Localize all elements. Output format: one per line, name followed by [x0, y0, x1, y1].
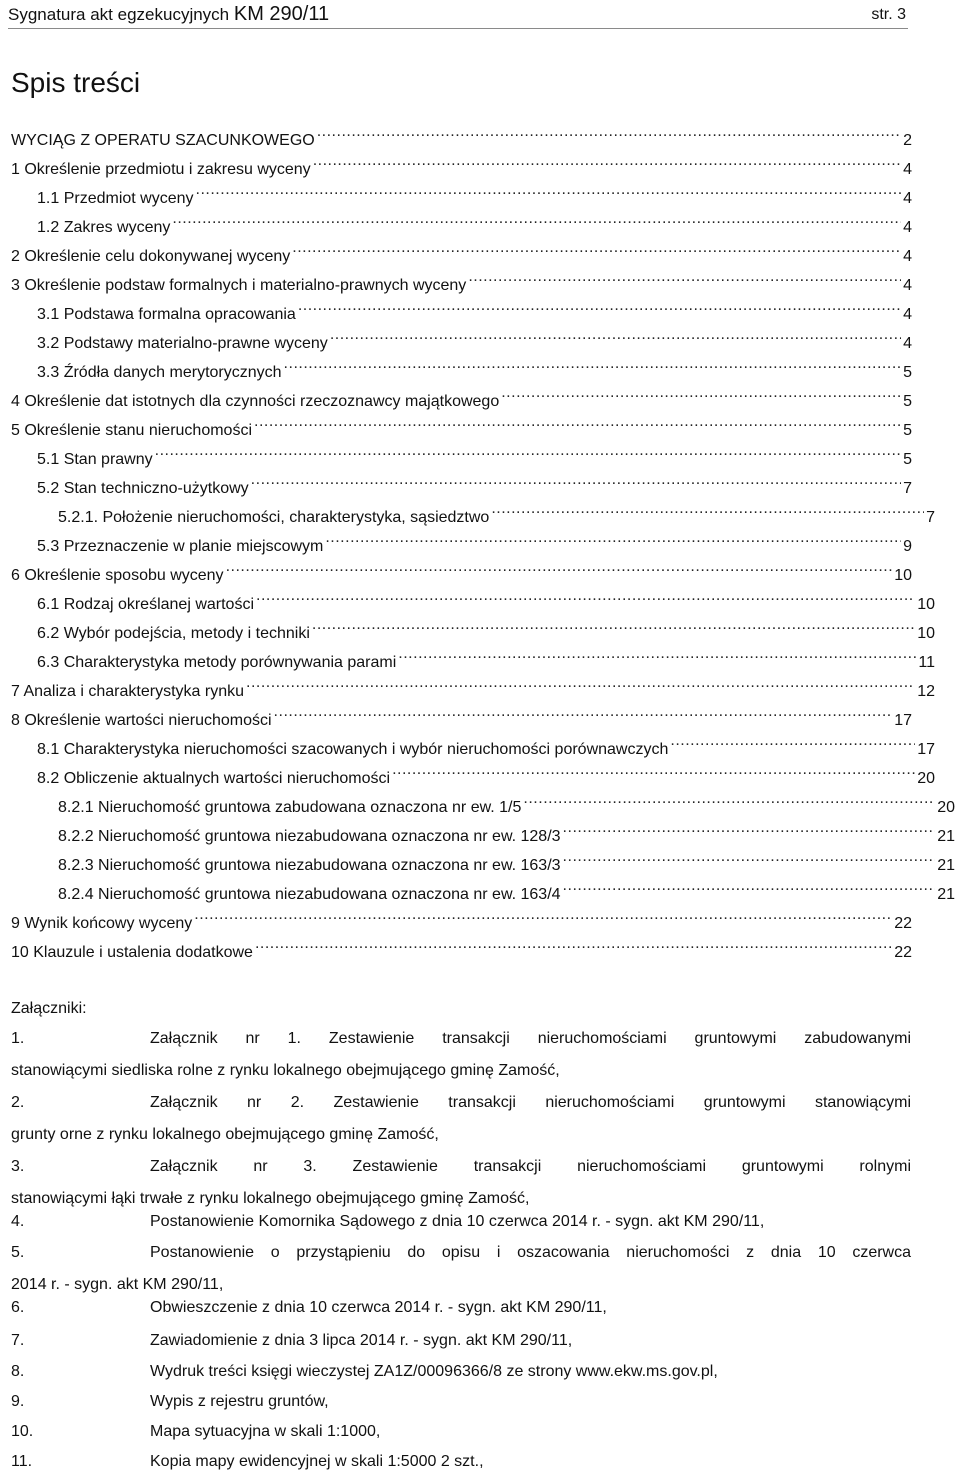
toc-entry-title: 8.2.2 Nieruchomość gruntowa niezabudowana oznaczona nr ew. 128/3 [58, 828, 561, 845]
attachment-number: 10. [11, 1423, 34, 1440]
toc-entry-title: 1 Określenie przedmiotu i zakresu wyceny [11, 161, 311, 178]
attachment-text: Zawiadomienie z dnia 3 lipca 2014 r. - sygn. akt KM 290/11, [150, 1332, 573, 1349]
toc-entry-page: 10 [917, 596, 935, 613]
attachment-text: Załącznik nr 3. Zestawienie transakcji nieruchomościami gruntowymi rolnymi [150, 1158, 911, 1175]
toc-dot-leader [155, 438, 901, 464]
toc-dot-leader [254, 409, 901, 435]
toc-entry-page: 4 [903, 190, 912, 207]
toc-entry[interactable] [58, 786, 955, 816]
toc-entry[interactable] [37, 525, 912, 555]
toc-entry[interactable] [37, 351, 912, 381]
toc-entry-page: 20 [937, 799, 955, 816]
toc-entry-title: 8 Określenie wartości nieruchomości [11, 712, 272, 729]
attachment-number: 11. [11, 1453, 33, 1470]
attachment-item [11, 1292, 911, 1324]
toc-entry-page: 5 [903, 422, 912, 439]
toc-dot-leader [256, 583, 915, 609]
toc-entry[interactable] [37, 583, 935, 613]
toc-entry-title: 3.3 Źródła danych merytorycznych [37, 364, 282, 381]
toc-entry[interactable] [37, 467, 912, 497]
toc-entry-page: 2 [903, 132, 912, 149]
attachment-number: 3. [11, 1158, 25, 1175]
attachment-text-continued: grunty orne z rynku lokalnego obejmującego gminę Zamość, [11, 1126, 439, 1143]
toc-entry-page: 7 [926, 509, 935, 526]
attachment-number: 2. [11, 1094, 25, 1111]
toc-entry-title: 6.2 Wybór podejścia, metody i techniki [37, 625, 310, 642]
toc-entry[interactable] [58, 815, 955, 845]
toc-entry-page: 17 [894, 712, 912, 729]
toc-entry-page: 7 [903, 480, 912, 497]
toc-dot-leader [255, 931, 892, 957]
toc-dot-leader [563, 844, 936, 870]
toc-entry[interactable] [58, 496, 935, 526]
toc-entry-page: 22 [894, 915, 912, 932]
toc-entry-title: 10 Klauzule i ustalenia dodatkowe [11, 944, 253, 961]
toc-dot-leader [196, 177, 902, 203]
toc-entry-page: 5 [903, 451, 912, 468]
toc-dot-leader [284, 351, 902, 377]
toc-dot-leader [194, 902, 892, 928]
toc-dot-leader [172, 206, 901, 232]
toc-entry-page: 17 [917, 741, 935, 758]
toc-dot-leader [563, 815, 936, 841]
toc-entry-page: 21 [937, 886, 955, 903]
toc-entry-page: 4 [903, 335, 912, 352]
page-number: str. 3 [871, 6, 906, 23]
signature-label: Sygnatura akt egzekucyjnych [8, 5, 230, 24]
toc-dot-leader [468, 264, 901, 290]
toc-dot-leader [298, 293, 901, 319]
toc-entry[interactable] [11, 119, 912, 149]
toc-entry-page: 12 [917, 683, 935, 700]
toc-dot-leader [501, 380, 901, 406]
toc-entry-title: 6.3 Charakterystyka metody porównywania parami [37, 654, 397, 671]
toc-entry-title: 8.2 Obliczenie aktualnych wartości nieruchomości [37, 770, 391, 787]
attachment-item [11, 1325, 911, 1357]
toc-entry-title: 3.1 Podstawa formalna opracowania [37, 306, 296, 323]
toc-entry-page: 11 [918, 654, 935, 671]
toc-entry-title: 3 Określenie podstaw formalnych i materialno-prawnych wyceny [11, 277, 467, 294]
attachment-text: Postanowienie o przystąpieniu do opisu i oszacowania nieruchomości z dnia 10 czerwca [150, 1244, 911, 1261]
toc-entry[interactable] [37, 612, 935, 642]
toc-dot-leader [274, 699, 893, 725]
toc-entry-title: 8.2.3 Nieruchomość gruntowa niezabudowana oznaczona nr ew. 163/3 [58, 857, 561, 874]
toc-entry-page: 5 [903, 364, 912, 381]
toc-entry[interactable] [37, 177, 912, 207]
toc-entry[interactable] [58, 873, 955, 903]
attachment-item [11, 1356, 911, 1388]
toc-dot-leader [226, 554, 893, 580]
case-signature [8, 3, 329, 26]
attachment-text: Wydruk treści księgi wieczystej ZA1Z/00096366/8 ze strony www.ekw.ms.gov.pl, [150, 1363, 718, 1380]
attachment-number: 4. [11, 1213, 25, 1230]
attachment-text: Obwieszczenie z dnia 10 czerwca 2014 r. - sygn. akt KM 290/11, [150, 1299, 607, 1316]
toc-dot-leader [491, 496, 924, 522]
attachment-number: 5. [11, 1244, 25, 1261]
attachment-text: Mapa sytuacyjna w skali 1:1000, [150, 1423, 381, 1440]
toc-entry-title: 8.2.4 Nieruchomość gruntowa niezabudowana oznaczona nr ew. 163/4 [58, 886, 561, 903]
toc-entry[interactable] [11, 380, 912, 410]
attachment-text: Kopia mapy ewidencyjnej w skali 1:5000 2 szt., [150, 1453, 484, 1470]
toc-entry-title: 1.1 Przedmiot wyceny [37, 190, 194, 207]
attachment-number: 6. [11, 1299, 25, 1316]
toc-entry-page: 22 [894, 944, 912, 961]
toc-entry-title: 9 Wynik końcowy wyceny [11, 915, 193, 932]
page-title: Spis treści [11, 67, 141, 98]
attachment-number: 9. [11, 1393, 25, 1410]
toc-entry-title: 8.2.1 Nieruchomość gruntowa zabudowana oznaczona nr ew. 1/5 [58, 799, 522, 816]
toc-entry-title: 2 Określenie celu dokonywanej wyceny [11, 248, 291, 265]
toc-entry[interactable] [11, 902, 912, 932]
toc-dot-leader [392, 757, 915, 783]
attachment-text: Załącznik nr 2. Zestawienie transakcji nieruchomościami gruntowymi stanowiącymi [150, 1094, 911, 1111]
toc-entry-title: 5 Określenie stanu nieruchomości [11, 422, 253, 439]
attachment-text-continued: stanowiącymi siedliska rolne z rynku lokalnego obejmującego gminę Zamość, [11, 1062, 560, 1079]
toc-dot-leader [317, 119, 901, 145]
attachment-text: Wypis z rejestru gruntów, [150, 1393, 329, 1410]
toc-entry-title: 6.1 Rodzaj określanej wartości [37, 596, 254, 613]
toc-dot-leader [325, 525, 901, 551]
toc-entry[interactable] [11, 409, 912, 439]
toc-entry-page: 4 [903, 161, 912, 178]
attachment-item [11, 1416, 911, 1448]
toc-dot-leader [563, 873, 936, 899]
toc-entry-page: 4 [903, 306, 912, 323]
toc-entry-title: 1.2 Zakres wyceny [37, 219, 171, 236]
toc-entry[interactable] [11, 699, 912, 729]
attachment-number: 7. [11, 1332, 25, 1349]
toc-dot-leader [523, 786, 935, 812]
attachment-text-continued: 2014 r. - sygn. akt KM 290/11, [11, 1276, 224, 1293]
attachments-heading: Załączniki: [11, 1000, 87, 1017]
toc-entry[interactable] [11, 670, 935, 700]
toc-entry[interactable] [37, 641, 935, 671]
attachment-text: Postanowienie Komornika Sądowego z dnia 10 czerwca 2014 r. - sygn. akt KM 290/11, [150, 1213, 765, 1230]
toc-entry[interactable] [37, 728, 935, 758]
toc-entry-page: 9 [903, 538, 912, 555]
attachment-item [11, 1023, 911, 1087]
toc-entry-page: 4 [903, 248, 912, 265]
toc-entry-page: 4 [903, 277, 912, 294]
toc-dot-leader [670, 728, 915, 754]
attachment-number: 1. [11, 1030, 25, 1047]
toc-entry[interactable] [37, 293, 912, 323]
toc-entry-page: 10 [894, 567, 912, 584]
toc-entry-title: 5.3 Przeznaczenie w planie miejscowym [37, 538, 324, 555]
page-header [8, 2, 908, 29]
toc-entry-page: 5 [903, 393, 912, 410]
toc-entry-page: 10 [917, 625, 935, 642]
toc-entry-title: 7 Analiza i charakterystyka rynku [11, 683, 244, 700]
toc-entry[interactable] [11, 235, 912, 265]
toc-entry-page: 21 [937, 828, 955, 845]
toc-entry[interactable] [37, 438, 912, 468]
toc-dot-leader [292, 235, 901, 261]
attachment-item [11, 1206, 911, 1238]
toc-entry-page: 4 [903, 219, 912, 236]
toc-entry-title: 6 Określenie sposobu wyceny [11, 567, 224, 584]
toc-entry-title: WYCIĄG Z OPERATU SZACUNKOWEGO [11, 132, 315, 149]
attachment-item [11, 1386, 911, 1418]
toc-entry[interactable] [11, 264, 912, 294]
toc-entry-title: 5.2 Stan techniczno-użytkowy [37, 480, 249, 497]
attachment-text: Załącznik nr 1. Zestawienie transakcji nieruchomościami gruntowymi zabudowanymi [150, 1030, 911, 1047]
toc-entry[interactable] [37, 322, 912, 352]
toc-entry[interactable] [37, 206, 912, 236]
toc-entry-title: 3.2 Podstawy materialno-prawne wyceny [37, 335, 328, 352]
toc-dot-leader [398, 641, 916, 667]
toc-entry[interactable] [11, 931, 912, 961]
toc-entry-title: 4 Określenie dat istotnych dla czynności rzeczoznawcy majątkowego [11, 393, 500, 410]
toc-entry[interactable] [58, 844, 955, 874]
toc-dot-leader [251, 467, 901, 493]
toc-entry-title: 5.2.1. Położenie nieruchomości, charakterystyka, sąsiedztwo [58, 509, 490, 526]
attachment-number: 8. [11, 1363, 25, 1380]
toc-entry[interactable] [37, 757, 935, 787]
attachment-item [11, 1446, 911, 1478]
toc-entry-page: 21 [937, 857, 955, 874]
toc-dot-leader [330, 322, 901, 348]
toc-entry-page: 20 [917, 770, 935, 787]
attachment-item [11, 1087, 911, 1151]
toc-dot-leader [246, 670, 915, 696]
toc-entry-title: 5.1 Stan prawny [37, 451, 153, 468]
signature-number: KM 290/11 [233, 3, 330, 25]
toc-dot-leader [312, 612, 915, 638]
toc-entry[interactable] [11, 148, 912, 178]
attachment-text-continued: stanowiącymi łąki trwałe z rynku lokalnego obejmującego gminę Zamość, [11, 1190, 530, 1207]
toc-entry-title: 8.1 Charakterystyka nieruchomości szacowanych i wybór nieruchomości porównawczych [37, 741, 669, 758]
toc-entry[interactable] [11, 554, 912, 584]
toc-dot-leader [313, 148, 901, 174]
